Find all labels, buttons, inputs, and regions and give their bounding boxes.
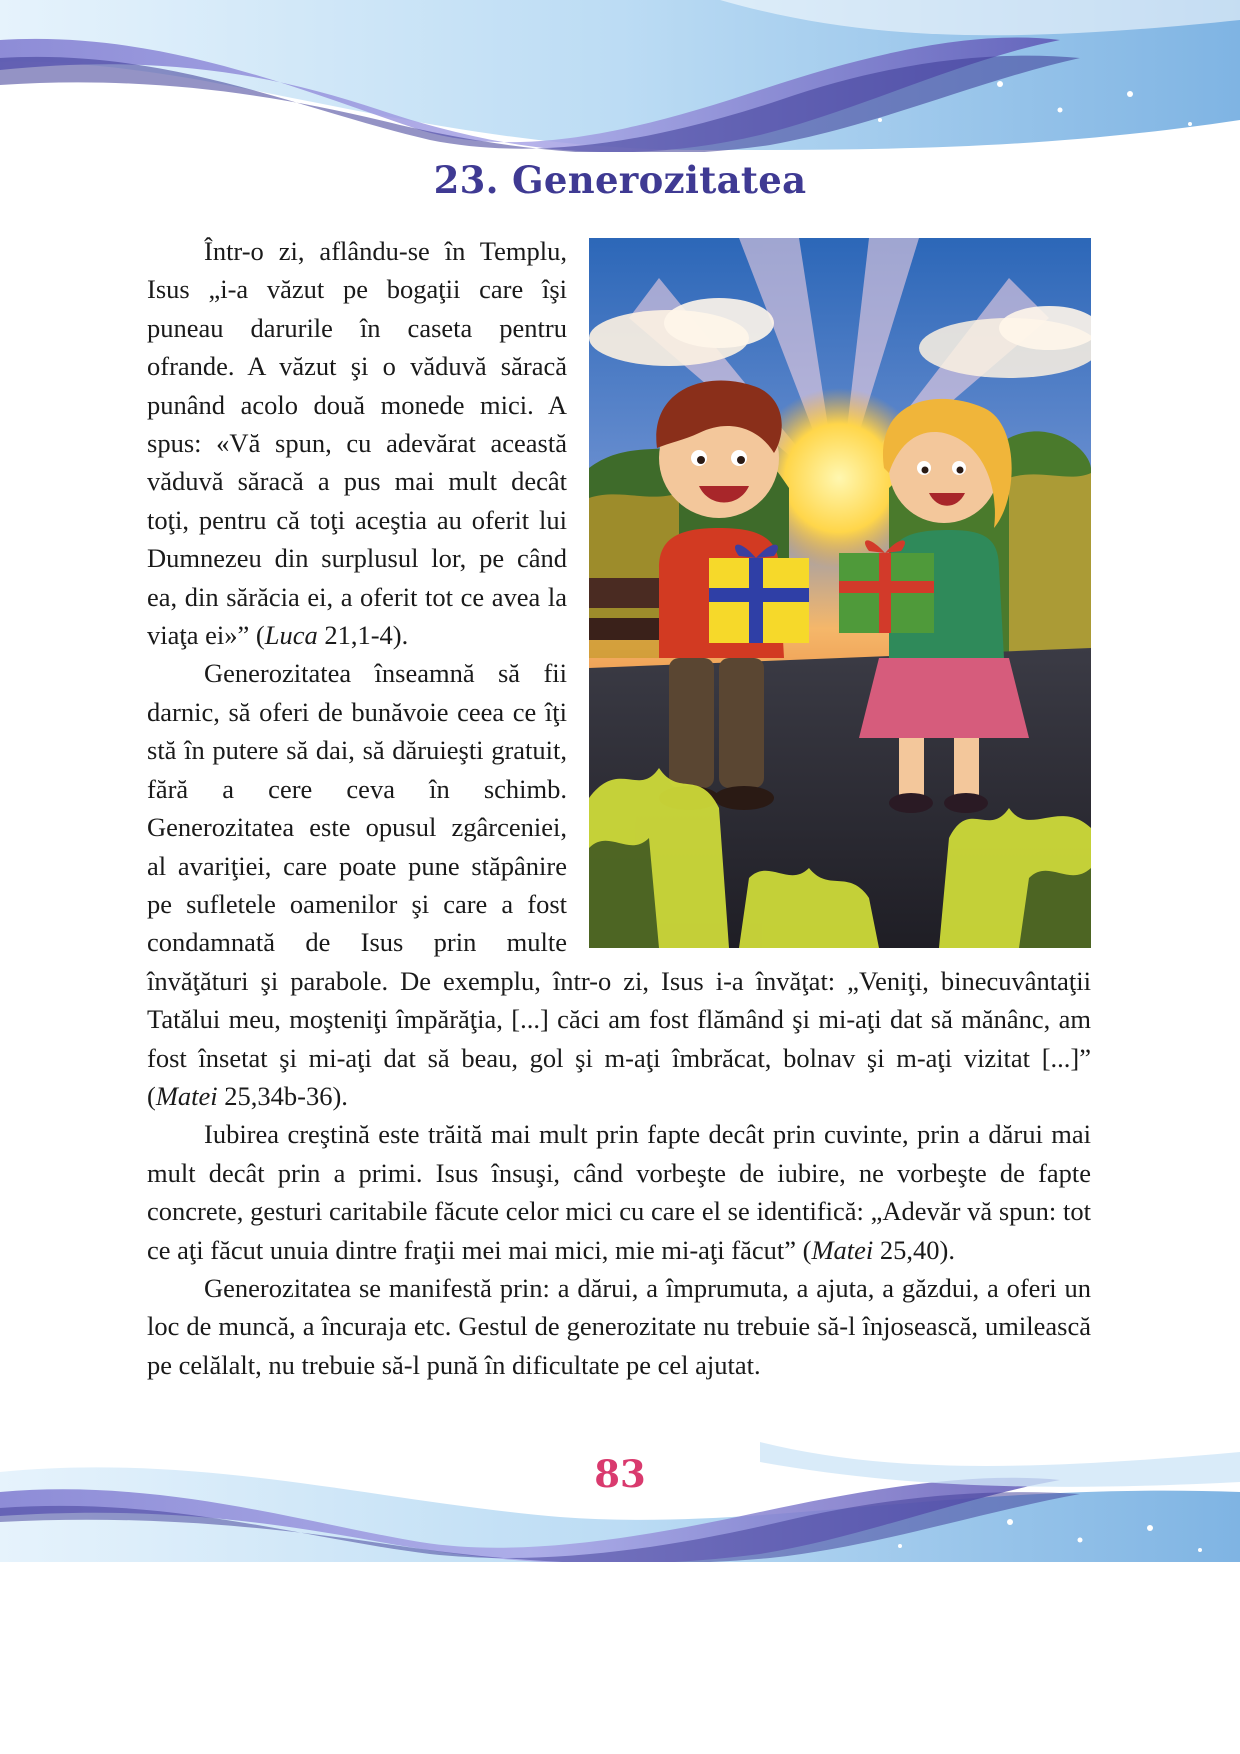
paragraph-4: Generozitatea se manifestă prin: a dărui, a împrumuta, a ajuta, a găzdui, a oferi un loc de muncă, a încuraja etc. Gestul de generozitate nu trebuie să-l înjosească, umilească pe celălalt, nu trebuie să-l pună în dificultate pe cel ajutat. xyxy=(147,1272,1091,1380)
page-number: 83 xyxy=(594,1452,646,1496)
chapter-title: 23. Generozitatea xyxy=(433,158,807,202)
body-text xyxy=(147,232,1091,1384)
header-wave-decoration xyxy=(0,0,1240,152)
paragraph-1: Într-o zi, aflându-se în Templu, Isus „i-a văzut pe bogaţii care îşi puneau darurile în caseta pentru ofrande. A văzut şi o văduvă săracă punând acolo două monede mici. A spus: «Vă spun, cu adevărat această văduvă săracă a pus mai mult decât toţi, pentru că toţi aceştia au oferit lui Dumnezeu din surplusul lor, pe când ea, din sărăcia ei, a oferit tot ce avea la viaţa ei»” (Luca 21,1-4). xyxy=(147,236,567,651)
paragraph-2: Generozitatea înseamnă să fii darnic, să oferi de bunăvoie ceea ce îţi stă în putere să dai, să dăruieşti gratuit, fără a cere ceva în schimb. Generozitatea este opusul zgârceniei, al avariţiei, care poate pune stăpânire pe sufletele oamenilor şi care a fost condamnată de Isus prin multe învăţături şi parabole. De exemplu, într-o zi, Isus i-a învăţat: „Veniţi, binecuvântaţii Tatălui meu, moşteniţi împărăţia, [...] căci am fost flămând şi mi-aţi dat să mănânc, am fost însetat şi mi-aţi dat să beau, gol şi m-aţi îmbrăcat, bolnav şi m-aţi vizitat [...]” (Matei 25,34b-36). xyxy=(147,658,1091,1111)
illustration-children-with-gifts xyxy=(589,238,1091,948)
paragraph-3: Iubirea creştină este trăită mai mult prin fapte decât prin cuvinte, prin a dărui mai mult decât prin a primi. Isus însuşi, când vorbeşte de iubire, ne vorbeşte de fapte concrete, gesturi caritabile făcute celor mici cu care el se identifică: „Adevăr vă spun: tot ce aţi făcut unuia dintre fraţii mei mai mici, mie mi-aţi făcut” (Matei 25,40). xyxy=(147,1119,1091,1265)
